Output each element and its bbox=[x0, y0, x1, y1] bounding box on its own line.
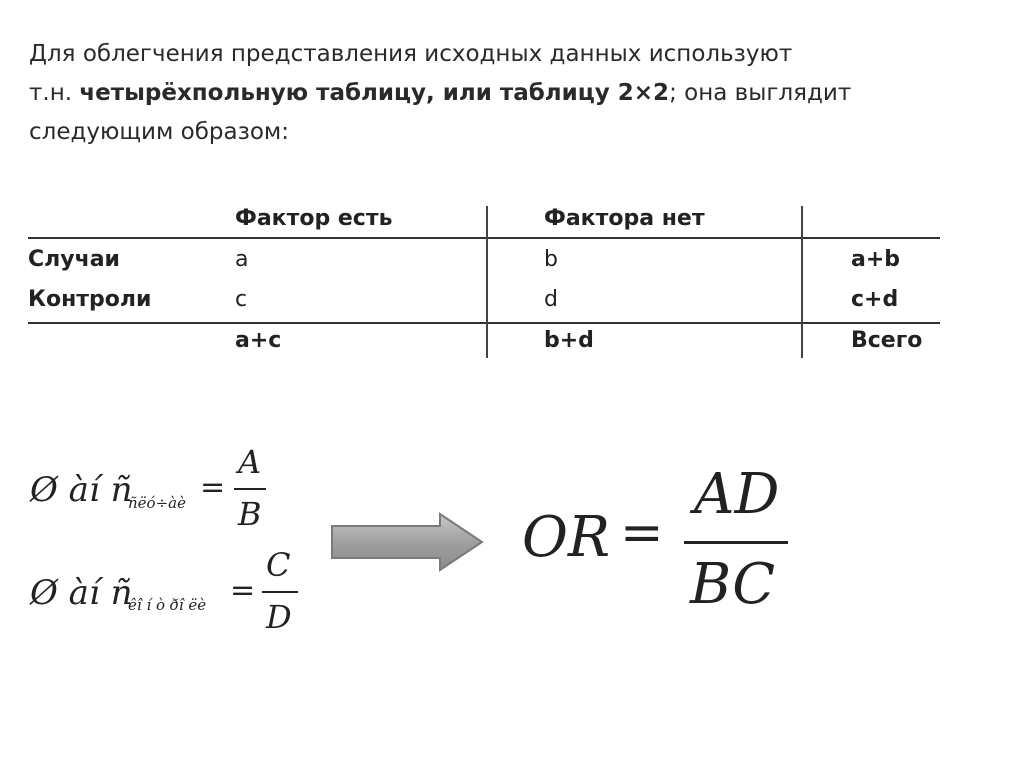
cell-d: d bbox=[544, 287, 558, 312]
cell-col1-total: a+c bbox=[235, 328, 282, 353]
cell-c: c bbox=[235, 287, 248, 312]
row-label-cases: Случаи bbox=[28, 247, 120, 272]
formula-1-lhs: Ø àí ñ bbox=[30, 470, 133, 510]
or-fraction-bar bbox=[684, 541, 788, 544]
formula-2-denominator: D bbox=[266, 598, 292, 636]
intro-line-2-suffix: ; она выглядит bbox=[669, 80, 852, 106]
cell-row2-total: c+d bbox=[851, 287, 899, 312]
formula-1-fraction-bar bbox=[234, 488, 266, 490]
formula-2-fraction-bar bbox=[262, 591, 298, 593]
intro-line-2-bold: четырёхпольную таблицу, или таблицу 2×2 bbox=[79, 80, 670, 106]
right-arrow-icon bbox=[330, 512, 486, 572]
formula-1-subscript: ñëó÷àè bbox=[128, 494, 186, 512]
cell-a: a bbox=[235, 247, 249, 272]
formula-1-equals: = bbox=[200, 470, 226, 505]
or-equals: = bbox=[620, 503, 664, 563]
or-denominator: BC bbox=[690, 552, 776, 617]
cell-col2-total: b+d bbox=[544, 328, 594, 353]
formula-2-numerator: C bbox=[266, 546, 291, 584]
formula-1-numerator: A bbox=[238, 443, 262, 481]
intro-line-3: следующим образом: bbox=[29, 119, 289, 145]
intro-line-1: Для облегчения представления исходных данных используют bbox=[29, 41, 793, 67]
cell-grand-total: Всего bbox=[851, 328, 923, 353]
cell-b: b bbox=[544, 247, 558, 272]
header-factor-absent: Фактора нет bbox=[544, 206, 705, 231]
or-lhs: OR bbox=[522, 505, 611, 570]
formula-2-equals: = bbox=[230, 573, 256, 608]
table-rule-bottom bbox=[28, 322, 940, 324]
formula-2-lhs: Ø àí ñ bbox=[30, 573, 133, 613]
two-by-two-table bbox=[28, 0, 940, 767]
row-label-controls: Контроли bbox=[28, 287, 152, 312]
intro-line-2-prefix: т.н. bbox=[29, 80, 80, 106]
formula-2-subscript: êî í ò ðî ëè bbox=[128, 596, 207, 614]
header-factor-present: Фактор есть bbox=[235, 206, 393, 231]
table-divider-1 bbox=[486, 206, 488, 358]
cell-row1-total: a+b bbox=[851, 247, 901, 272]
formula-1-denominator: B bbox=[238, 495, 262, 533]
table-rule-top bbox=[28, 237, 940, 239]
or-numerator: AD bbox=[694, 462, 780, 527]
table-divider-2 bbox=[801, 206, 803, 358]
